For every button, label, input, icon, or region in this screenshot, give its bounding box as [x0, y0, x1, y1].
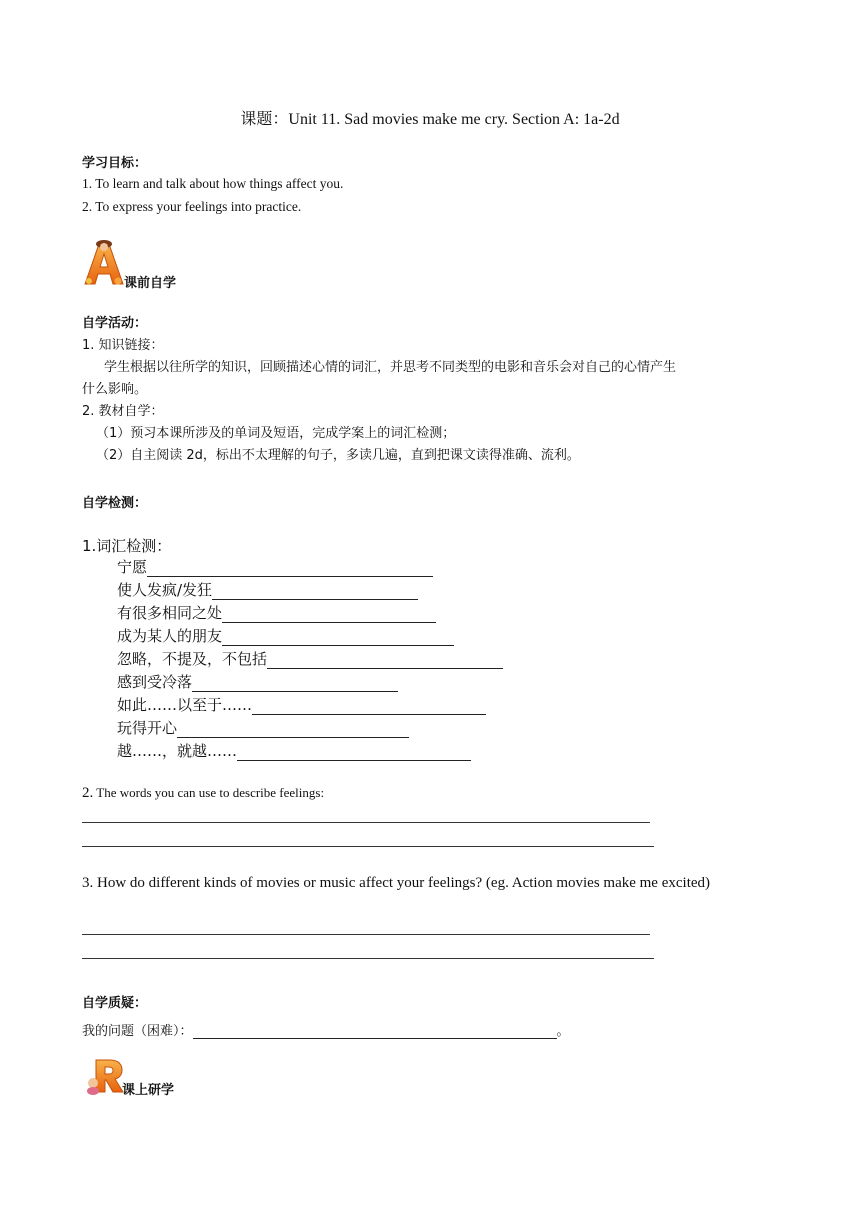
in-class-label: 课上研学 [122, 1083, 175, 1098]
page-title: 课题：Unit 11. Sad movies make me cry. Section A: 1a-2d [240, 111, 620, 128]
question-3-text: 3. How do different kinds of movies or music affect your feelings? (eg. Action movies make me excited) [82, 875, 711, 891]
vocab-answer-blank[interactable] [147, 560, 433, 577]
activity-1-text-a: 学生根据以往所学的知识，回顾描述心情的词汇，并思考不同类型的电影和音乐会对自己的心情产生 [104, 360, 677, 375]
vocab-term: 成为某人的朋友 [117, 627, 223, 645]
self-check-heading: 自学检测： [82, 496, 148, 511]
vocab-answer-blank[interactable] [267, 652, 503, 669]
activity-2-sub-2: （2）自主阅读 2d，标出不太理解的句子，多读几遍，直到把课文读得准确、流利。 [96, 448, 580, 463]
answer-line[interactable] [82, 822, 650, 823]
answer-line[interactable] [82, 846, 654, 847]
activity-1-label: 1. 知识链接： [82, 338, 164, 353]
questions-prompt: 我的问题（困难）： [82, 1024, 193, 1039]
activity-2-label: 2. 教材自学： [82, 404, 164, 419]
objective-item-1: 1. To learn and talk about how things affect you. [82, 176, 344, 191]
activity-2-sub-1: （1）预习本课所涉及的单词及短语，完成学案上的词汇检测； [96, 426, 456, 441]
vocab-heading: 1.词汇检测： [82, 537, 172, 555]
vocab-answer-blank[interactable] [177, 721, 409, 738]
answer-line[interactable] [82, 934, 650, 935]
vocab-row [117, 602, 436, 623]
objectives-heading: 学习目标： [82, 156, 148, 171]
activities-heading: 自学活动： [82, 316, 148, 331]
vocab-answer-blank[interactable] [192, 675, 398, 692]
questions-row [82, 1020, 570, 1039]
vocab-answer-blank[interactable] [222, 606, 436, 623]
vocab-row [117, 740, 471, 761]
vocab-answer-blank[interactable] [237, 744, 471, 761]
vocab-term: 有很多相同之处 [117, 604, 223, 622]
vocab-term: 感到受冷落 [117, 673, 193, 691]
objective-item-2: 2. To express your feelings into practice. [82, 199, 302, 214]
vocab-row [117, 671, 398, 692]
question-2-number: 2. [82, 785, 94, 801]
questions-answer-blank[interactable] [193, 1024, 557, 1039]
questions-heading: 自学质疑： [82, 996, 148, 1011]
vocab-row [117, 625, 454, 646]
vocab-term: 越……，就越…… [117, 742, 238, 760]
letter-r-icon [86, 1056, 126, 1096]
vocab-row [117, 648, 503, 669]
vocab-row [117, 579, 418, 600]
question-2-text: The words you can use to describe feelings: [93, 785, 325, 800]
vocab-row [117, 717, 409, 738]
vocab-term: 忽略，不提及，不包括 [117, 650, 268, 668]
vocab-term: 使人发疯/发狂 [117, 581, 213, 599]
vocab-term: 玩得开心 [117, 719, 178, 737]
pre-study-label: 课前自学 [124, 276, 177, 291]
vocab-answer-blank[interactable] [212, 583, 418, 600]
vocab-answer-blank[interactable] [252, 698, 486, 715]
question-2 [82, 784, 324, 802]
vocab-term: 宁愿 [117, 558, 148, 576]
answer-line[interactable] [82, 958, 654, 959]
activity-1-text-b: 什么影响。 [82, 382, 148, 397]
vocab-term: 如此……以至于…… [117, 696, 253, 714]
vocab-row [117, 556, 433, 577]
vocab-answer-blank[interactable] [222, 629, 454, 646]
letter-a-icon [82, 238, 126, 286]
vocab-row [117, 694, 486, 715]
questions-end-mark: 。 [556, 1024, 570, 1039]
